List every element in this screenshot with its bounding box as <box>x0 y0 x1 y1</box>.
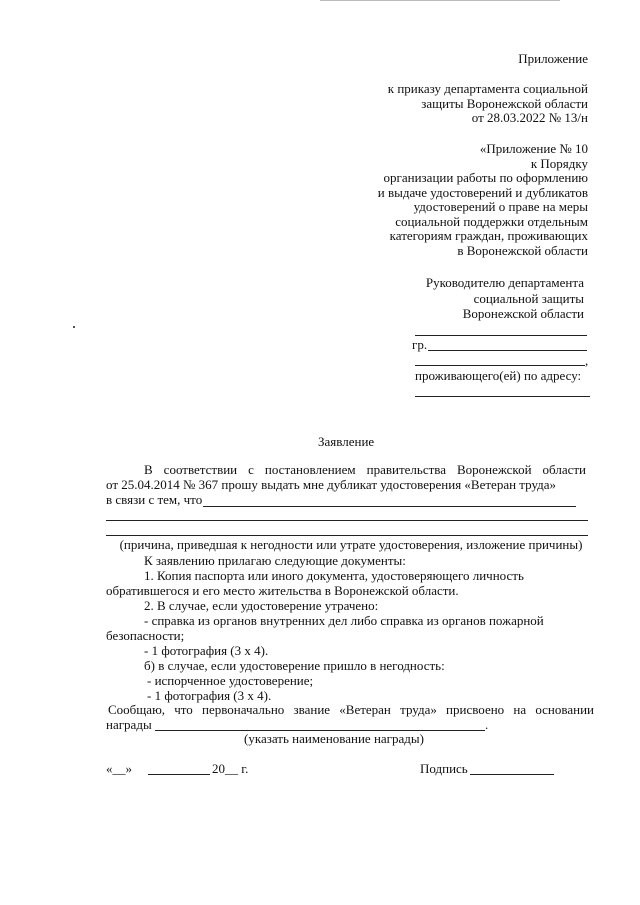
para1-line2: от 25.04.2014 № 367 прошу выдать мне дубликат удостоверения «Ветеран труда» <box>106 477 557 492</box>
item2: 2. В случае, если удостоверение утрачено: <box>144 598 379 613</box>
statement-title: Заявление <box>318 434 375 449</box>
appendix10-line: социальной поддержки отдельным <box>395 213 588 229</box>
reason-line-1[interactable] <box>203 506 576 507</box>
attach-intro: К заявлению прилагаю следующие документы: <box>144 553 406 568</box>
item-b: б) в случае, если удостоверение пришло в негодность: <box>144 658 445 673</box>
award-caption: (указать наименование награды) <box>244 731 424 746</box>
order-line: от 28.03.2022 № 13/н <box>471 110 588 125</box>
applicant-name-line-2[interactable] <box>428 350 587 351</box>
order-reference <box>388 82 588 126</box>
addressee-line: социальной защиты <box>473 290 584 306</box>
order-line: к приказу департамента социальной <box>387 81 588 96</box>
addressee-line: Руководителю департамента <box>425 275 584 290</box>
item-b2: - 1 фотография (3 х 4). <box>147 688 272 703</box>
date-day: «__» <box>106 761 132 776</box>
address-line[interactable] <box>415 396 590 397</box>
appendix10-line: и выдаче удостоверений и дубликатов <box>377 184 588 200</box>
appendix10-line: категориям граждан, проживающих <box>389 228 588 243</box>
reason-line-3[interactable] <box>106 535 588 536</box>
reason-caption: (причина, приведшая к негодности или утрате удостоверения, изложение причины) <box>119 537 583 552</box>
date-month-line[interactable] <box>148 774 210 775</box>
signature-line[interactable] <box>470 774 554 775</box>
reason-line-2[interactable] <box>106 520 588 521</box>
item2b: - 1 фотография (3 х 4). <box>144 643 269 658</box>
inform-line2: награды <box>106 717 152 732</box>
appendix-label: Приложение <box>518 51 588 66</box>
para1-line1: В соответствии с постановлением правительства Воронежской области <box>144 462 586 477</box>
appendix10-line: к Порядку <box>530 155 588 171</box>
appendix10-reference <box>378 142 588 258</box>
comma: , <box>585 353 589 368</box>
para1-line3: в связи с тем, что <box>106 492 203 507</box>
date-year: 20__ г. <box>212 761 249 776</box>
item2a-line1: - справка из органов внутренних дел либо справка из органов пожарной <box>144 613 544 628</box>
gr-label: гр. <box>412 337 428 352</box>
inform-dot: . <box>485 717 489 732</box>
appendix10-line: в Воронежской области <box>457 242 588 258</box>
applicant-name-line-1[interactable] <box>415 335 587 336</box>
addressee-block <box>426 275 584 322</box>
scan-edge-line <box>320 0 560 1</box>
appendix10-line: «Приложение № 10 <box>479 141 588 156</box>
item-b1: - испорченное удостоверение; <box>147 673 314 688</box>
item2a-line2: безопасности; <box>106 628 185 643</box>
order-line: защиты Воронежской области <box>421 95 588 111</box>
addressee-line: Воронежской области <box>462 306 584 321</box>
scan-speck <box>73 326 75 328</box>
signature-label: Подпись <box>420 761 468 776</box>
inform-line1: Сообщаю, что первоначально звание «Ветеран труда» присвоено на основании <box>108 702 594 717</box>
appendix10-line: организации работы по оформлению <box>383 170 588 185</box>
appendix10-line: удостоверений о праве на меры <box>413 199 588 214</box>
applicant-name-line-3[interactable] <box>415 365 585 366</box>
residing-label: проживающего(ей) по адресу: <box>415 368 582 383</box>
item1-line1: 1. Копия паспорта или иного документа, удостоверяющего личность <box>144 568 524 583</box>
item1-line2: обратившегося и его место жительства в Воронежской области. <box>106 583 459 598</box>
